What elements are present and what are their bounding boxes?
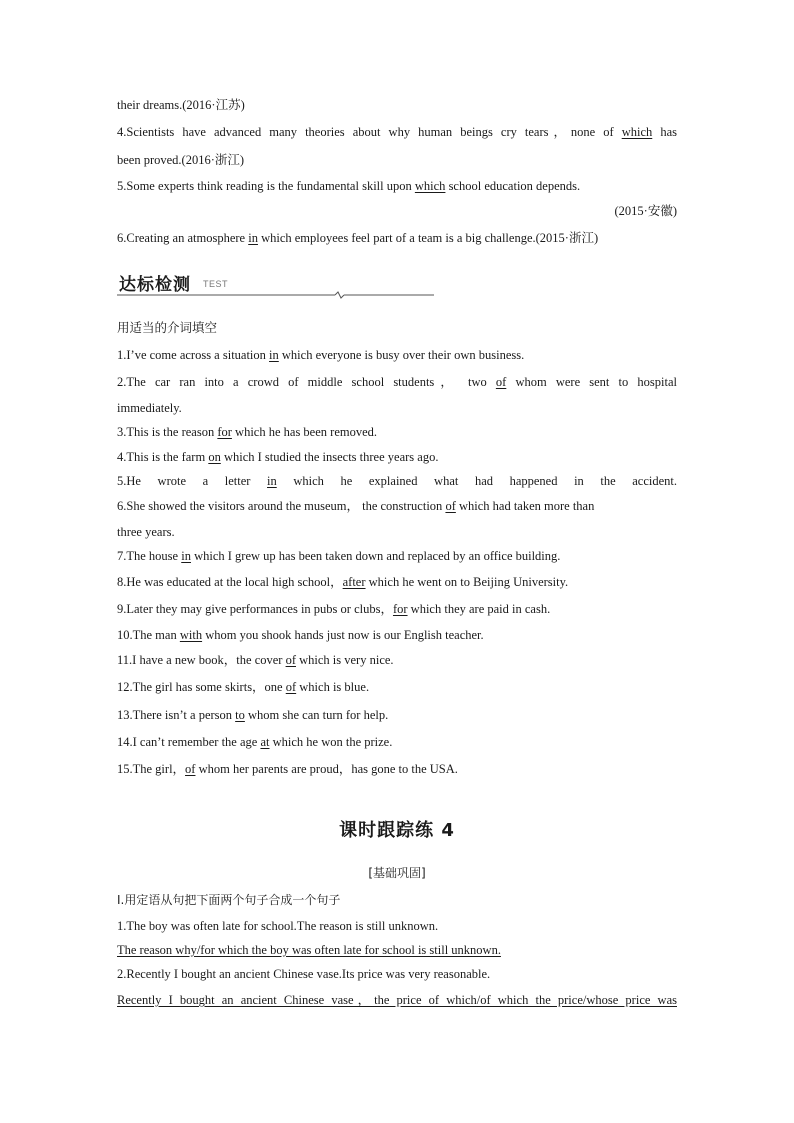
exercise-item [117, 524, 677, 540]
answer-blank: with [179, 628, 203, 642]
item-text: 1.I’ve come across a situation [117, 348, 270, 362]
item-text: 3.This is the reason [117, 425, 218, 439]
exercise-item [117, 627, 677, 643]
answer-blank: in [269, 348, 279, 362]
lesson-title: 课时跟踪练 4 [339, 820, 455, 841]
answer-blank: of [285, 653, 296, 667]
item-text: which I studied the insects three years ago. [220, 450, 439, 464]
question-2: 2.Recently I bought an ancient Chinese vase.Its price was very reasonable. [117, 967, 491, 981]
exercise-item [117, 601, 677, 617]
text-segment: school education depends. [445, 179, 581, 193]
exercise-item [117, 707, 677, 723]
exercise-item [117, 449, 677, 465]
item-text: which is blue. [296, 680, 370, 694]
item-text: 11.I have a new book，the cover [117, 653, 286, 667]
item-text: which everyone is busy over their own business. [278, 348, 525, 362]
answer-blank: of [285, 680, 297, 694]
item-text: which they are paid in cash. [407, 602, 551, 616]
text-segment: 5.Some experts think reading is the fundamental skill upon [117, 179, 415, 193]
item-text: 4.This is the farm [117, 450, 209, 464]
exercise-item [117, 473, 677, 489]
lesson-subtitle: [基础巩固] [368, 866, 426, 880]
text-line: been proved.(2016·浙江) [117, 153, 245, 167]
item-text: which he explained what had happened in the accident. [276, 474, 678, 488]
text-segment: which employees feel part of a team is a big challenge.(2015·浙江) [257, 231, 599, 245]
text-segment: 4.Scientists have advanced many theories about why human beings cry tears，none of [117, 125, 622, 139]
item-text: which he has been removed. [231, 425, 378, 439]
item-text: 2.The car ran into a crowd of middle school students， two [117, 375, 496, 389]
section-header [117, 268, 437, 298]
answer-blank: which [414, 179, 446, 193]
section-divider [117, 290, 437, 300]
text-line [117, 124, 677, 140]
section-tag: TEST [203, 279, 229, 289]
item-text: three years. [117, 525, 175, 539]
item-text: 8.He was educated at the local high school， [117, 575, 343, 589]
item-text: 14.I can’t remember the age [117, 735, 261, 749]
item-text: 12.The girl has some skirts，one [117, 680, 286, 694]
answer-blank: to [235, 708, 245, 722]
exercise-item [117, 400, 677, 416]
answer-blank: in [248, 231, 258, 245]
text-line [117, 230, 677, 246]
exercise-item [117, 734, 677, 750]
item-text: 9.Later they may give performances in pubs or clubs， [117, 602, 393, 616]
text-line: their dreams.(2016·江苏) [117, 98, 245, 112]
item-text: 7.The house [117, 549, 182, 563]
item-text: which I grew up has been taken down and replaced by an office building. [190, 549, 561, 563]
question-1: 1.The boy was often late for school.The reason is still unknown. [117, 919, 439, 933]
answer-blank: of [445, 499, 456, 513]
answer-blank: of [495, 375, 507, 389]
answer-blank: for [392, 602, 408, 616]
text-segment: has [652, 125, 677, 139]
exercise-item [117, 652, 677, 668]
answer-blank: in [267, 474, 277, 488]
item-text: whom she can turn for help. [244, 708, 389, 722]
answer-1: The reason why/for which the boy was often late for school is still unknown. [117, 943, 501, 957]
item-text: 15.The girl， [117, 762, 186, 776]
item-text: 10.The man [117, 628, 180, 642]
item-text: which had taken more than [455, 499, 595, 513]
item-text: which he won the prize. [269, 735, 393, 749]
item-text: whom you shook hands just now is our English teacher. [202, 628, 484, 642]
exercise-item [117, 347, 677, 363]
exercise-item [117, 498, 677, 514]
answer-blank: in [181, 549, 191, 563]
answer-blank: which [621, 125, 653, 139]
text-segment: 6.Creating an atmosphere [117, 231, 249, 245]
item-text: 5.He wrote a letter [117, 474, 268, 488]
item-text: 6.She showed the visitors around the museum， the construction [117, 499, 446, 513]
exercise-item [117, 374, 677, 390]
answer-blank: on [208, 450, 221, 464]
exercise-instruction: 用适当的介词填空 [117, 320, 218, 335]
answer-2: Recently I bought an ancient Chinese vase，the price of which/of which the price/whose price was [117, 993, 677, 1007]
item-text: whom her parents are proud，has gone to the USA. [195, 762, 458, 776]
item-text: whom were sent to hospital [506, 375, 677, 389]
exercise-item [117, 424, 677, 440]
text-line [117, 178, 677, 194]
source-note: (2015·安徽) [614, 204, 677, 218]
answer-blank: for [217, 425, 232, 439]
section-title: 达标检测 [119, 275, 191, 295]
exercise-item [117, 679, 677, 695]
exercise-item [117, 574, 677, 590]
item-text: 13.There isn’t a person [117, 708, 236, 722]
answer-blank: of [185, 762, 196, 776]
item-text: which he went on to Beijing University. [365, 575, 569, 589]
item-text: which is very nice. [296, 653, 394, 667]
answer-blank: at [260, 735, 270, 749]
exercise-item [117, 548, 677, 564]
answer-blank: after [342, 575, 366, 589]
item-text: immediately. [117, 401, 182, 415]
part-heading: Ⅰ.用定语从句把下面两个句子合成一个句子 [117, 893, 341, 907]
exercise-item [117, 761, 677, 777]
